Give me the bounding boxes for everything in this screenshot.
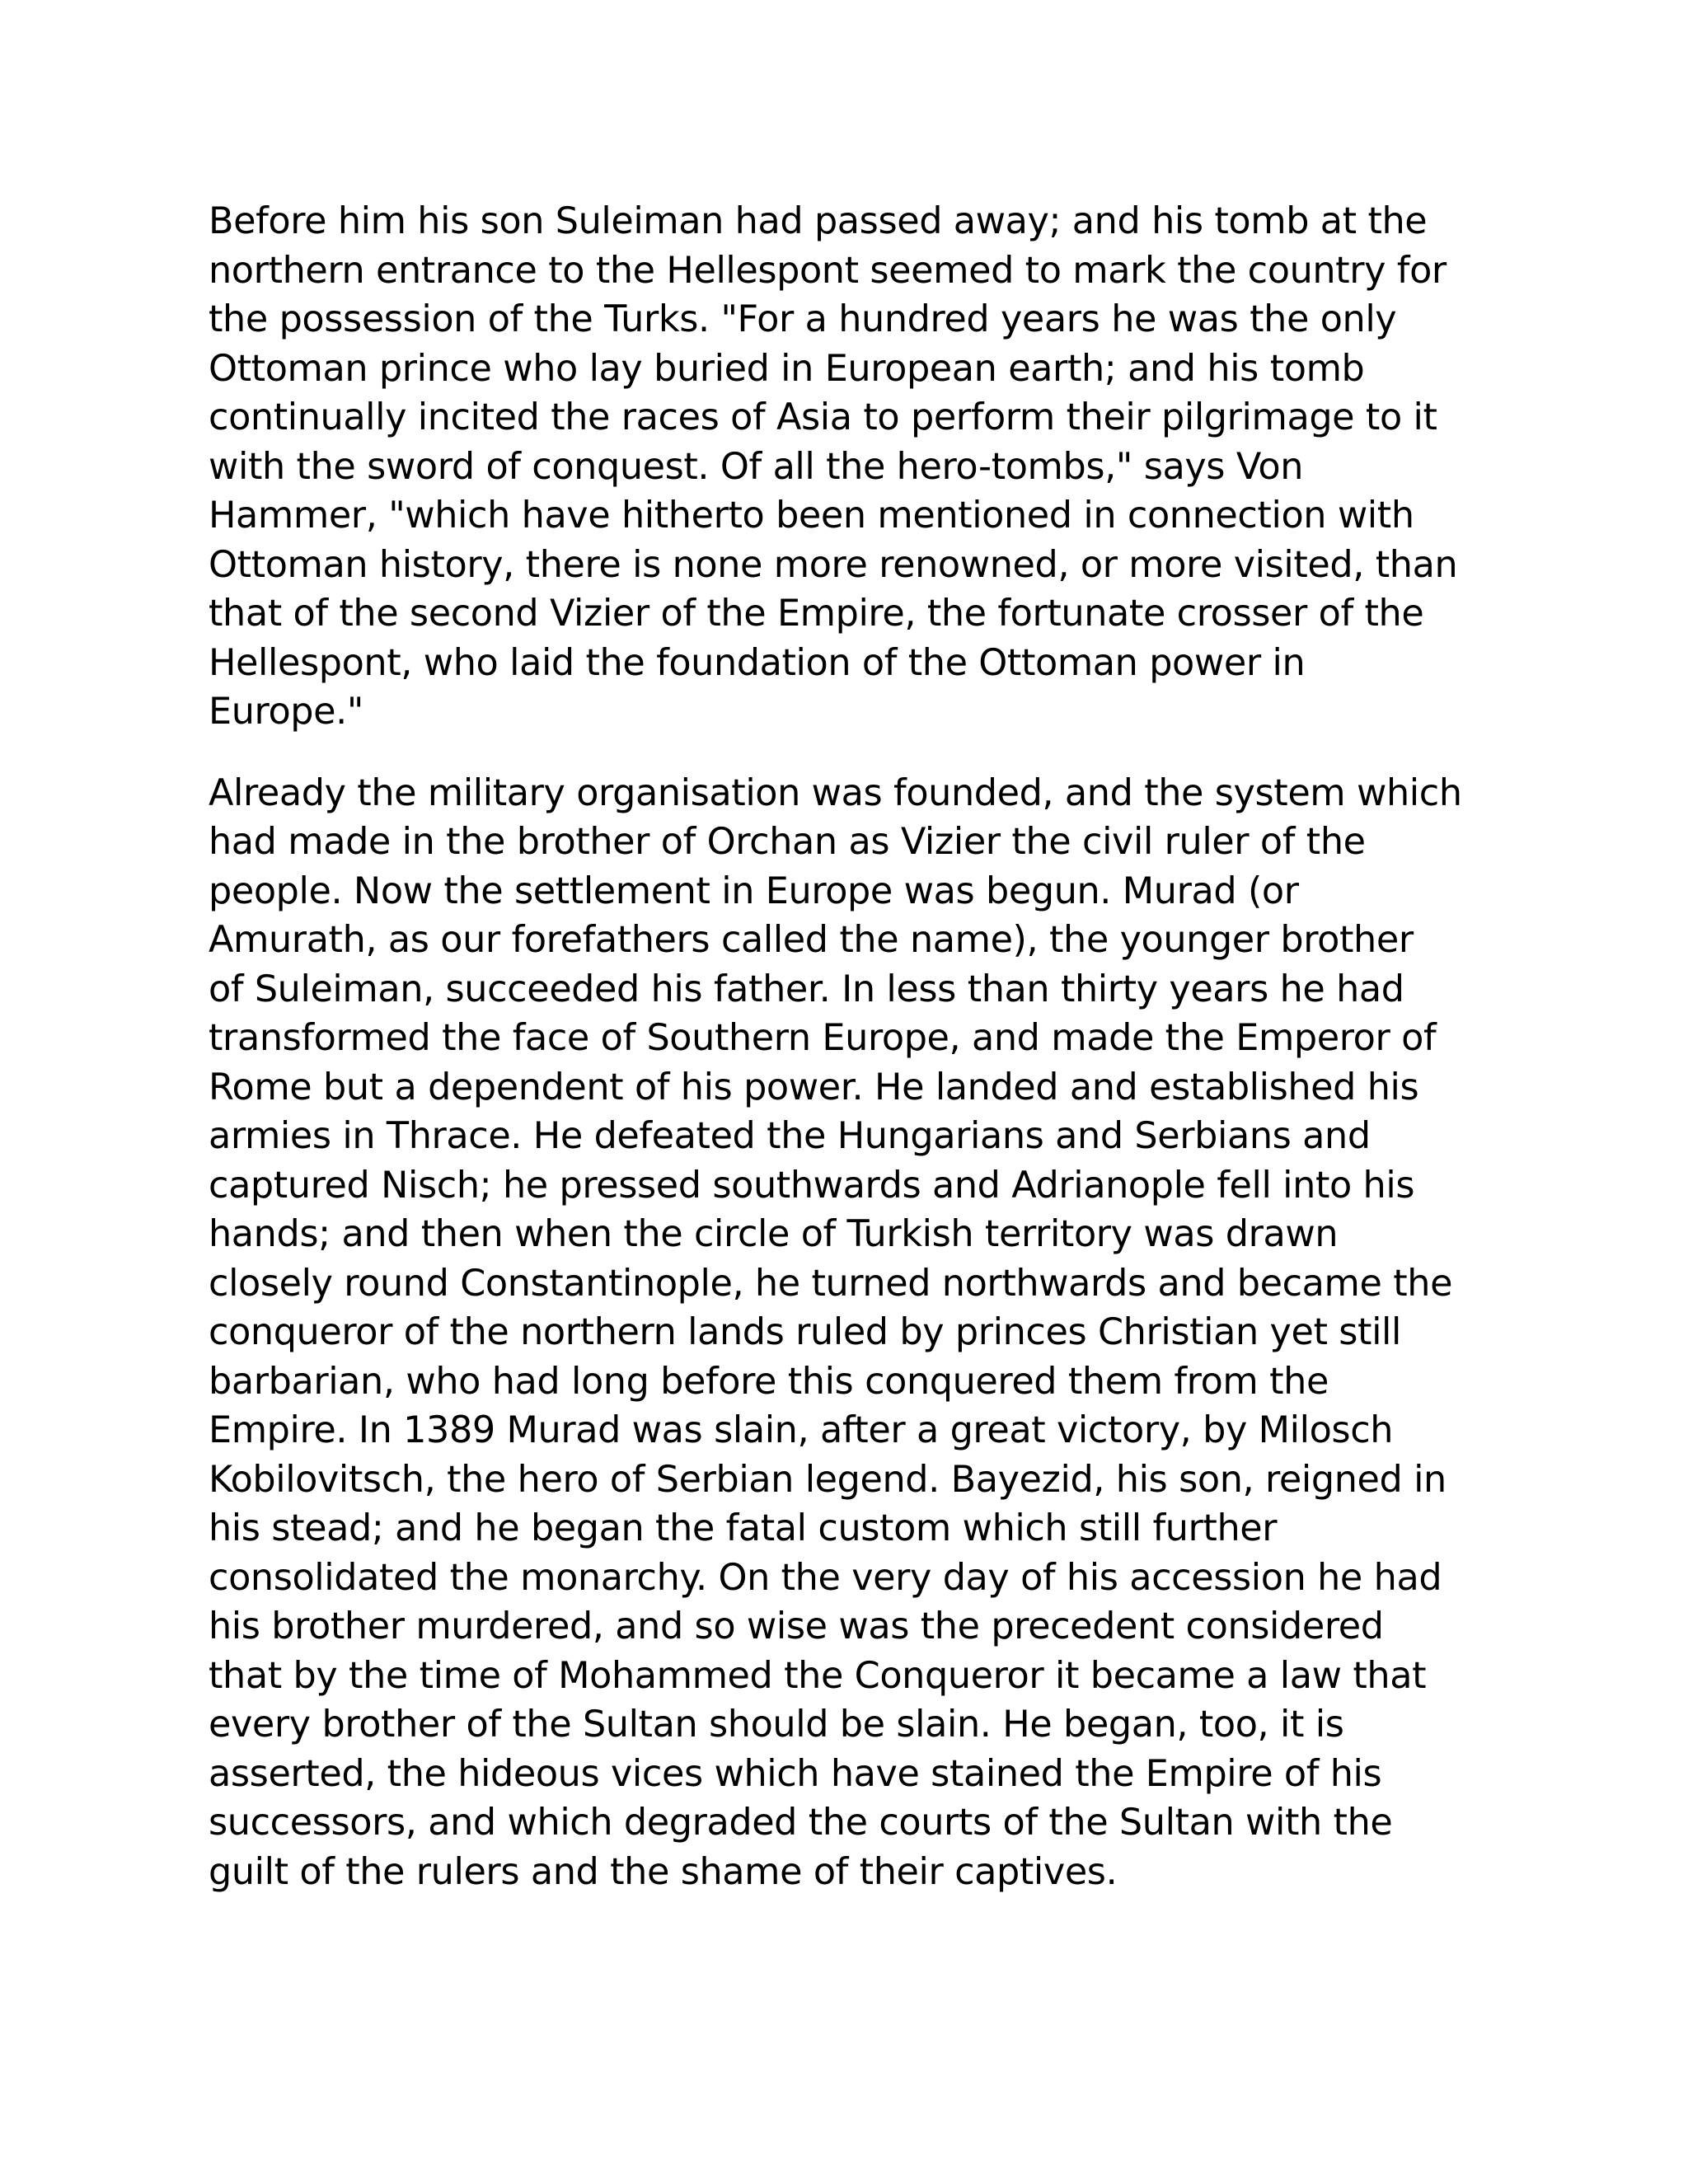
- text-line: people. Now the settlement in Europe was begun. Murad (or: [209, 869, 1299, 912]
- text-line: Hammer, "which have hitherto been mentioned in connection with: [209, 494, 1414, 537]
- text-line: his brother murdered, and so wise was the precedent considered: [209, 1605, 1384, 1647]
- text-line: armies in Thrace. He defeated the Hungarians and Serbians and: [209, 1115, 1371, 1157]
- text-line: Before him his son Suleiman had passed away; and his tomb at the: [209, 200, 1428, 242]
- text-line: Amurath, as our forefathers called the name), the younger brother: [209, 919, 1414, 961]
- text-line: the possession of the Turks. "For a hundred years he was the only: [209, 298, 1397, 340]
- text-line: successors, and which degraded the courts of the Sultan with the: [209, 1802, 1393, 1844]
- text-line: northern entrance to the Hellespont seemed to mark the country for: [209, 249, 1447, 292]
- text-line: Ottoman history, there is none more renowned, or more visited, than: [209, 543, 1458, 586]
- text-line: Kobilovitsch, the hero of Serbian legend. Bayezid, his son, reigned in: [209, 1458, 1447, 1501]
- text-line: Ottoman prince who lay buried in European earth; and his tomb: [209, 347, 1365, 390]
- text-line: transformed the face of Southern Europe, and made the Emperor of: [209, 1017, 1437, 1059]
- text-line: Europe.": [209, 691, 363, 733]
- text-line: Already the military organisation was founded, and the system which: [209, 771, 1462, 814]
- text-line: guilt of the rulers and the shame of their captives.: [209, 1850, 1118, 1893]
- text-line: barbarian, who had long before this conquered them from the: [209, 1360, 1329, 1403]
- text-line: Rome but a dependent of his power. He landed and established his: [209, 1066, 1419, 1108]
- text-line: closely round Constantinople, he turned northwards and became the: [209, 1262, 1453, 1305]
- text-line: continually incited the races of Asia to perform their pilgrimage to it: [209, 396, 1437, 438]
- text-line: consolidated the monarchy. On the very day of his accession he had: [209, 1556, 1442, 1599]
- paragraph-2: [209, 769, 1494, 1897]
- text-line: Empire. In 1389 Murad was slain, after a great victory, by Milosch: [209, 1409, 1394, 1451]
- text-line: that of the second Vizier of the Empire, the fortunate crosser of the: [209, 593, 1424, 635]
- body-text: [209, 197, 1494, 1896]
- text-line: of Suleiman, succeeded his father. In less than thirty years he had: [209, 968, 1404, 1010]
- text-line: with the sword of conquest. Of all the hero-tombs," says Von: [209, 445, 1304, 488]
- text-line: had made in the brother of Orchan as Vizier the civil ruler of the: [209, 821, 1366, 863]
- text-line: his stead; and he began the fatal custom which still further: [209, 1507, 1278, 1549]
- text-line: Hellespont, who laid the foundation of the Ottoman power in: [209, 641, 1306, 684]
- text-line: captured Nisch; he pressed southwards and Adrianople fell into his: [209, 1164, 1415, 1207]
- text-line: asserted, the hideous vices which have stained the Empire of his: [209, 1752, 1382, 1795]
- text-line: hands; and then when the circle of Turkish territory was drawn: [209, 1213, 1339, 1255]
- paragraph-1: [209, 197, 1494, 737]
- text-line: that by the time of Mohammed the Conqueror it became a law that: [209, 1654, 1427, 1697]
- text-line: conqueror of the northern lands ruled by princes Christian yet still: [209, 1311, 1401, 1353]
- text-line: every brother of the Sultan should be slain. He began, too, it is: [209, 1704, 1344, 1746]
